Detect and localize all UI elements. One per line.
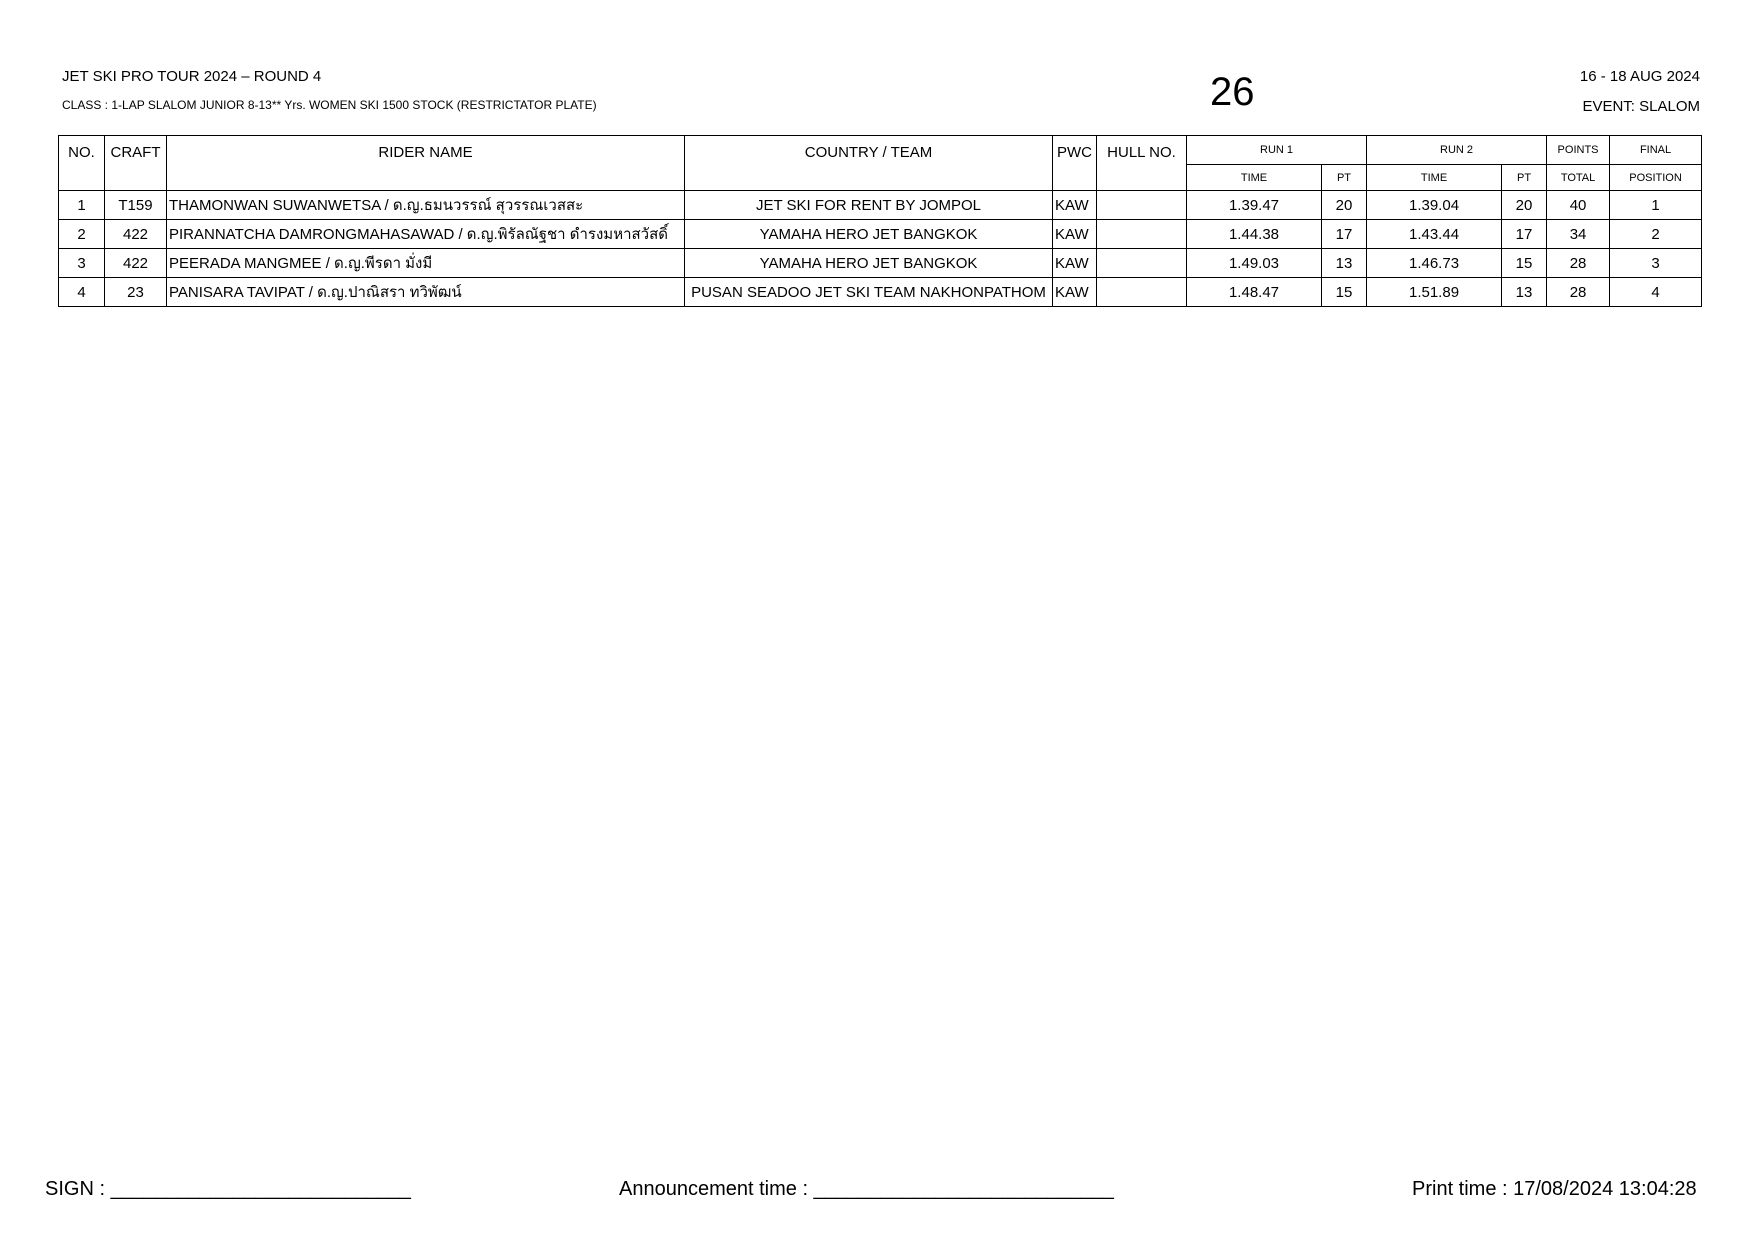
announcement-time-line: Announcement time : ___________________________ <box>619 1178 1114 1200</box>
cell-craft: 422 <box>105 249 167 278</box>
col-run1-pt-header: PT <box>1322 165 1367 191</box>
cell-position: 4 <box>1610 278 1702 307</box>
class-description: CLASS : 1-LAP SLALOM JUNIOR 8-13** Yrs. WOMEN SKI 1500 STOCK (RESTRICTATOR PLATE) <box>62 98 597 112</box>
cell-team: JET SKI FOR RENT BY JOMPOL <box>685 191 1053 220</box>
col-final-header: FINAL <box>1610 136 1702 165</box>
cell-run2-pt: 17 <box>1502 220 1547 249</box>
table-row <box>59 278 1702 307</box>
col-pwc-header: PWC <box>1053 136 1097 191</box>
col-run2-header: RUN 2 <box>1367 136 1547 165</box>
cell-run2-time: 1.46.73 <box>1367 249 1502 278</box>
col-run2-pt-header: PT <box>1502 165 1547 191</box>
col-run1-header: RUN 1 <box>1187 136 1367 165</box>
cell-pwc: KAW <box>1053 220 1097 249</box>
table-row <box>59 191 1702 220</box>
cell-craft: 422 <box>105 220 167 249</box>
cell-hull <box>1097 278 1187 307</box>
cell-pwc: KAW <box>1053 278 1097 307</box>
cell-run1-time: 1.39.47 <box>1187 191 1322 220</box>
col-run1-time-header: TIME <box>1187 165 1322 191</box>
cell-run2-time: 1.51.89 <box>1367 278 1502 307</box>
cell-position: 3 <box>1610 249 1702 278</box>
cell-run1-time: 1.44.38 <box>1187 220 1322 249</box>
col-hull-header: HULL NO. <box>1097 136 1187 191</box>
cell-hull <box>1097 249 1187 278</box>
table-row <box>59 220 1702 249</box>
page-number: 26 <box>1210 70 1255 114</box>
cell-team: YAMAHA HERO JET BANGKOK <box>685 249 1053 278</box>
col-no-header: NO. <box>59 136 105 191</box>
col-total-header: TOTAL <box>1547 165 1610 191</box>
cell-run1-pt: 20 <box>1322 191 1367 220</box>
cell-run2-pt: 15 <box>1502 249 1547 278</box>
cell-team: PUSAN SEADOO JET SKI TEAM NAKHONPATHOM <box>685 278 1053 307</box>
cell-craft: 23 <box>105 278 167 307</box>
cell-run2-pt: 13 <box>1502 278 1547 307</box>
cell-hull <box>1097 191 1187 220</box>
cell-total: 28 <box>1547 249 1610 278</box>
cell-hull <box>1097 220 1187 249</box>
cell-craft: T159 <box>105 191 167 220</box>
cell-rider: PEERADA MANGMEE / ด.ญ.พีรดา มั่งมี <box>167 249 685 278</box>
cell-pwc: KAW <box>1053 249 1097 278</box>
event-type: EVENT: SLALOM <box>1582 98 1700 115</box>
cell-run2-time: 1.43.44 <box>1367 220 1502 249</box>
cell-pwc: KAW <box>1053 191 1097 220</box>
header-row <box>59 136 1702 165</box>
cell-rider: PANISARA TAVIPAT / ด.ญ.ปาณิสรา ทวิพัฒน์ <box>167 278 685 307</box>
event-title: JET SKI PRO TOUR 2024 – ROUND 4 <box>62 68 322 85</box>
cell-run1-pt: 17 <box>1322 220 1367 249</box>
table-row <box>59 249 1702 278</box>
col-team-header: COUNTRY / TEAM <box>685 136 1053 191</box>
cell-run2-pt: 20 <box>1502 191 1547 220</box>
cell-rider: THAMONWAN SUWANWETSA / ด.ญ.ธมนวรรณ์ สุวรรณเวสสะ <box>167 191 685 220</box>
col-rider-header: RIDER NAME <box>167 136 685 191</box>
cell-no: 2 <box>59 220 105 249</box>
cell-rider: PIRANNATCHA DAMRONGMAHASAWAD / ด.ญ.พิรัลณัฐชา ดำรงมหาสวัสดิ์ <box>167 220 685 249</box>
cell-total: 28 <box>1547 278 1610 307</box>
cell-run1-pt: 13 <box>1322 249 1367 278</box>
cell-team: YAMAHA HERO JET BANGKOK <box>685 220 1053 249</box>
col-position-header: POSITION <box>1610 165 1702 191</box>
col-points-header: POINTS <box>1547 136 1610 165</box>
sign-line: SIGN : ___________________________ <box>45 1178 411 1200</box>
event-date: 16 - 18 AUG 2024 <box>1579 68 1700 85</box>
cell-run1-time: 1.48.47 <box>1187 278 1322 307</box>
cell-no: 4 <box>59 278 105 307</box>
cell-position: 1 <box>1610 191 1702 220</box>
col-run2-time-header: TIME <box>1367 165 1502 191</box>
cell-run2-time: 1.39.04 <box>1367 191 1502 220</box>
cell-total: 40 <box>1547 191 1610 220</box>
print-time: Print time : 17/08/2024 13:04:28 <box>1412 1178 1697 1200</box>
cell-no: 3 <box>59 249 105 278</box>
cell-total: 34 <box>1547 220 1610 249</box>
cell-no: 1 <box>59 191 105 220</box>
cell-position: 2 <box>1610 220 1702 249</box>
cell-run1-pt: 15 <box>1322 278 1367 307</box>
results-table <box>58 135 1702 307</box>
col-craft-header: CRAFT <box>105 136 167 191</box>
cell-run1-time: 1.49.03 <box>1187 249 1322 278</box>
